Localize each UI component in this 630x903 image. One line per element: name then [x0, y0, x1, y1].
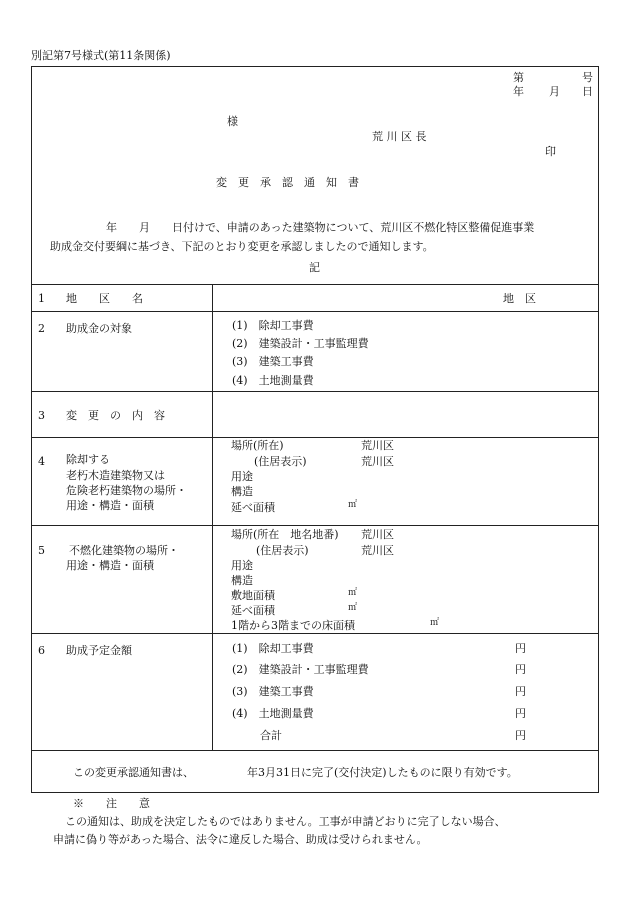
field-label: (住居表示) — [254, 455, 307, 468]
addressee-sama: 様 — [227, 115, 238, 128]
list-item: (3) 建築工事費 — [232, 355, 314, 368]
table-divider — [31, 311, 599, 312]
field-label: 構造 — [231, 485, 253, 498]
row-label-line: 用途・構造・面積 — [66, 499, 154, 512]
row-label-change-content: 変 更 の 内 容 — [66, 409, 165, 422]
row-label-line: 不燃化建築物の場所・ — [69, 544, 179, 557]
list-item: (1) 除却工事費 — [232, 642, 314, 655]
unit-yen: 円 — [515, 685, 526, 698]
body-line-1: 年 月 日付けで、申請のあった建築物について、荒川区不燃化特区整備促進事業 — [106, 221, 535, 234]
number-suffix: 号 — [582, 71, 593, 84]
field-value: 荒川区 — [361, 439, 394, 452]
field-label: 場所(所在 地名地番) — [231, 528, 339, 541]
row-number: 6 — [38, 644, 45, 657]
row-number: 1 — [38, 292, 45, 305]
row-label-district: 地 区 名 — [66, 292, 143, 305]
unit-yen: 円 — [515, 707, 526, 720]
note-title: ※ 注 意 — [73, 797, 150, 810]
unit-m2: ㎡ — [348, 500, 358, 510]
unit-m2: ㎡ — [348, 588, 358, 598]
row-number: 5 — [38, 544, 45, 557]
row-label-line: 用途・構造・面積 — [66, 559, 154, 572]
field-label: 用途 — [231, 470, 253, 483]
table-divider — [31, 525, 599, 526]
column-divider — [212, 284, 213, 750]
note-line-1: この通知は、助成を決定したものではありません。工事が申請どおりに完了しない場合、 — [65, 815, 506, 828]
field-value: 荒川区 — [361, 455, 394, 468]
list-item: (4) 土地測量費 — [232, 707, 314, 720]
list-item: (1) 除却工事費 — [232, 319, 314, 332]
document-title: 変 更 承 認 通 知 書 — [216, 176, 359, 189]
field-value: 荒川区 — [361, 544, 394, 557]
body-line-2: 助成金交付要綱に基づき、下記のとおり変更を承認しましたので通知します。 — [50, 240, 434, 253]
field-label: 延べ面積 — [231, 501, 275, 514]
row-number: 4 — [38, 455, 45, 468]
date-month: 月 — [549, 85, 560, 98]
date-year: 年 — [513, 85, 524, 98]
issuer: 荒 川 区 長 — [372, 130, 427, 143]
district-value: 地 区 — [503, 292, 536, 305]
validity-text-a: この変更承認通知書は、 — [73, 766, 194, 779]
note-line-2: 申請に偽り等があった場合、法令に違反した場合、助成は受けられません。 — [53, 833, 428, 846]
row-number: 3 — [38, 409, 45, 422]
field-label: 場所(所在) — [231, 439, 284, 452]
number-prefix: 第 — [513, 71, 524, 84]
row-label-subsidy-target: 助成金の対象 — [66, 322, 132, 335]
row-label-planned-amount: 助成予定金額 — [66, 644, 132, 657]
list-item: (3) 建築工事費 — [232, 685, 314, 698]
table-divider — [31, 437, 599, 438]
ki-mark: 記 — [309, 261, 320, 274]
field-label: 延べ面積 — [231, 604, 275, 617]
field-value: 荒川区 — [361, 528, 394, 541]
table-divider — [31, 750, 599, 751]
total-label: 合計 — [260, 729, 282, 742]
table-divider — [31, 391, 599, 392]
unit-yen: 円 — [515, 663, 526, 676]
row-label-line: 老朽木造建築物又は — [66, 469, 165, 482]
row-number: 2 — [38, 322, 45, 335]
form-label: 別記第7号様式(第11条関係) — [31, 49, 171, 62]
validity-text-b: 年3月31日に完了(交付決定)したものに限り有効です。 — [247, 766, 518, 779]
field-label: 1階から3階までの床面積 — [231, 619, 355, 632]
field-label: (住居表示) — [256, 544, 309, 557]
row-label-line: 除却する — [66, 453, 110, 466]
unit-yen: 円 — [515, 729, 526, 742]
unit-m2: ㎡ — [430, 618, 440, 628]
list-item: (2) 建築設計・工事監理費 — [232, 663, 369, 676]
field-label: 用途 — [231, 559, 253, 572]
seal-mark: 印 — [545, 145, 556, 158]
table-divider — [31, 633, 599, 634]
field-label: 敷地面積 — [231, 589, 275, 602]
unit-m2: ㎡ — [348, 603, 358, 613]
field-label: 構造 — [231, 574, 253, 587]
row-label-line: 危険老朽建築物の場所・ — [66, 484, 187, 497]
date-day: 日 — [582, 85, 593, 98]
unit-yen: 円 — [515, 642, 526, 655]
list-item: (2) 建築設計・工事監理費 — [232, 337, 369, 350]
table-divider — [31, 284, 599, 285]
list-item: (4) 土地測量費 — [232, 374, 314, 387]
